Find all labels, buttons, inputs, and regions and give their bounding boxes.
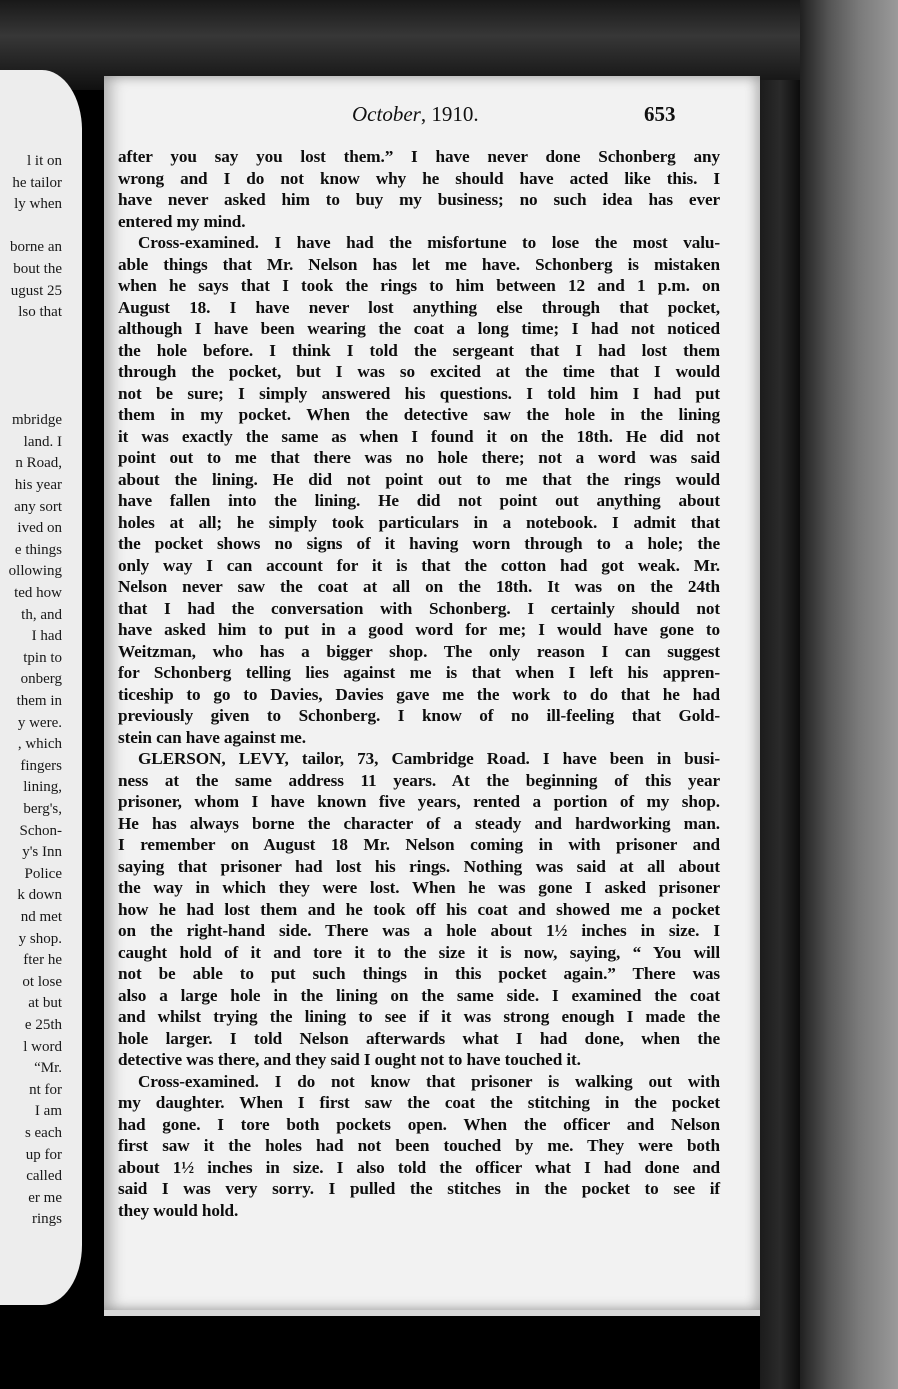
margin-fragment: l it on	[26, 153, 62, 169]
text-line: not be able to put such things in this pocket again.” There was	[118, 964, 720, 983]
margin-fragment: ly when	[14, 196, 62, 213]
text-line: He has always borne the character of a steady and hardworking man.	[118, 813, 720, 833]
text-line: only way I can account for it is that the cotton had got weak. Mr.	[118, 555, 720, 575]
margin-fragment: y's Inn	[22, 844, 62, 861]
text-line: holes at all; he simply took particulars in a notebook. I admit that	[118, 512, 720, 532]
margin-fragment: n Road,	[15, 455, 62, 472]
margin-fragment: er me	[28, 1189, 62, 1206]
margin-fragment: nd met	[20, 909, 62, 925]
margin-fragment: berg's,	[23, 801, 62, 817]
text-line: how he had lost them and he took off his coat and showed me a pocket	[118, 899, 720, 919]
margin-fragment: I am	[34, 1103, 62, 1120]
margin-fragment: any sort	[14, 498, 62, 515]
margin-fragment: borne an	[9, 239, 62, 256]
margin-fragment: y shop.	[18, 930, 62, 947]
margin-fragment: rings	[32, 1211, 62, 1228]
margin-fragment: s each	[24, 1125, 62, 1141]
page-binding-shadow	[760, 80, 800, 1389]
margin-fragment: bout the	[13, 261, 62, 277]
running-head-year: , 1910.	[420, 102, 479, 126]
text-line: have never asked him to buy my business; no such idea has ever	[118, 190, 720, 209]
text-line: the hole before. I think I told the sergeant that I had lost them	[118, 340, 720, 360]
text-line: ness at the same address 11 years. At the beginning of this year	[118, 770, 720, 790]
text-line: detective was there, and they said I ought not to have touched it.	[118, 1050, 581, 1069]
text-line: the pocket shows no signs of it having worn through to a hole; the	[118, 534, 720, 553]
text-line: when he says that I took the rings to him between 12 and 1 p.m. on	[118, 276, 720, 295]
margin-fragment: fter he	[23, 952, 62, 969]
margin-fragment: ot lose	[22, 973, 62, 990]
text-line: entered my mind.	[118, 211, 246, 231]
text-line: for Schonberg telling lies against me is that when I left his appren-	[118, 663, 720, 682]
running-head	[104, 102, 760, 132]
text-line: through the pocket, but I was so excited at the time that I would	[118, 362, 720, 381]
margin-fragment: Police	[24, 865, 62, 882]
facing-page-left	[0, 70, 82, 1305]
text-line: and whilst trying the lining to see if it was strong enough I made the	[118, 1007, 720, 1026]
margin-fragment: ugust 25	[10, 282, 62, 299]
running-head-date	[352, 102, 479, 127]
text-line: stein can have against me.	[118, 727, 306, 747]
text-line: GLERSON, LEVY, tailor, 73, Cambridge Road. I have been in busi-	[138, 749, 720, 768]
text-line: have fallen into the lining. He did not point out anything about	[118, 491, 720, 510]
text-line: I remember on August 18 Mr. Nelson coming in with prisoner and	[118, 835, 720, 854]
text-line: Weitzman, who has a bigger shop. The only reason I can suggest	[118, 641, 720, 661]
margin-fragment: land. I	[23, 433, 62, 450]
text-line: ticeship to go to Davies, Davies gave me the work to do that he had	[118, 684, 720, 704]
margin-fragment: , which	[17, 736, 62, 753]
text-line: saying that prisoner had lost his rings. Nothing was said at all about	[118, 856, 720, 876]
margin-fragment: he tailor	[12, 174, 62, 191]
text-line: that I had the conversation with Schonberg. I certainly should not	[118, 598, 720, 618]
margin-fragment: k down	[17, 887, 62, 904]
text-line: hole larger. I told Nelson afterwards what I had done, when the	[118, 1028, 720, 1048]
text-line: my daughter. When I first saw the coat the stitching in the pocket	[118, 1093, 720, 1112]
margin-fragment: I had	[31, 628, 62, 645]
text-line: about 1½ inches in size. I also told the officer what I had done and	[118, 1157, 720, 1177]
margin-fragment: e 25th	[24, 1017, 62, 1033]
margin-fragment: them in	[16, 693, 62, 709]
margin-fragment: called	[26, 1168, 62, 1185]
text-line: point out to me that there was no hole there; not a word was said	[118, 448, 720, 467]
text-line: wrong and I do not know why he should have acted like this. I	[118, 168, 720, 188]
text-line: Cross-examined. I do not know that prisoner is walking out with	[138, 1071, 720, 1091]
text-line: after you say you lost them.” I have never done Schonberg any	[118, 147, 720, 166]
text-line: previously given to Schonberg. I know of no ill-feeling that Gold-	[118, 706, 720, 725]
text-line: prisoner, whom I have known five years, rented a portion of my shop.	[118, 792, 720, 811]
margin-fragment: ived on	[17, 520, 62, 537]
margin-fragment: lining,	[23, 779, 62, 796]
text-line: first saw it the holes had not been touched by me. They were both	[118, 1136, 720, 1155]
margin-fragment: Schon-	[19, 822, 62, 839]
margin-fragment: mbridge	[12, 412, 62, 429]
text-line: the way in which they were lost. When he was gone I asked prisoner	[118, 878, 720, 897]
text-line: them in my pocket. When the detective saw the hole in the lining	[118, 405, 720, 424]
margin-fragment: onberg	[20, 671, 62, 688]
margin-fragment: up for	[25, 1146, 62, 1163]
margin-fragment: ted how	[14, 585, 62, 601]
text-line: about the lining. He did not point out to me that the rings would	[118, 469, 720, 489]
text-line: also a large hole in the lining on the same side. I examined the coat	[118, 985, 720, 1005]
margin-fragment: y were.	[17, 714, 62, 731]
page-number: 653	[644, 102, 676, 126]
margin-fragment: tpin to	[23, 649, 62, 666]
text-line: not be sure; I simply answered his questions. I told him I had put	[118, 383, 720, 403]
margin-fragment: his year	[14, 477, 62, 493]
text-line: it was exactly the same as when I found it on the 18th. He did not	[118, 426, 720, 446]
text-line: caught hold of it and tore it to the size it is now, saying, “ You will	[118, 942, 720, 962]
running-head-month: October	[352, 102, 421, 126]
text-line: they would hold.	[118, 1200, 239, 1220]
margin-fragment: nt for	[29, 1081, 62, 1098]
margin-fragment: e things	[14, 541, 62, 558]
margin-fragment: lso that	[18, 304, 62, 321]
margin-fragment: “Mr.	[34, 1060, 62, 1077]
text-line: although I have been wearing the coat a long time; I had not noticed	[118, 319, 720, 338]
margin-fragment: ollowing	[8, 563, 62, 580]
body-text	[118, 146, 720, 1221]
text-line: have asked him to put in a good word for me; I would have gone to	[118, 620, 720, 639]
text-line: August 18. I have never lost anything else through that pocket,	[118, 297, 720, 317]
margin-fragment: l word	[23, 1038, 62, 1055]
margin-fragment: at but	[28, 995, 62, 1012]
text-line: said I was very sorry. I pulled the stitches in the pocket to see if	[118, 1179, 720, 1198]
text-line: on the right-hand side. There was a hole about 1½ inches in size. I	[118, 921, 720, 940]
margin-fragment: fingers	[20, 757, 62, 774]
text-line: Nelson never saw the coat at all on the 18th. It was on the 24th	[118, 577, 720, 596]
text-line: able things that Mr. Nelson has let me have. Schonberg is mistaken	[118, 254, 720, 274]
book-edge	[800, 0, 898, 1389]
margin-fragment: th, and	[21, 606, 62, 623]
text-line: Cross-examined. I have had the misfortune to lose the most valu-	[138, 233, 720, 252]
text-line: had gone. I tore both pockets open. When the officer and Nelson	[118, 1114, 720, 1134]
